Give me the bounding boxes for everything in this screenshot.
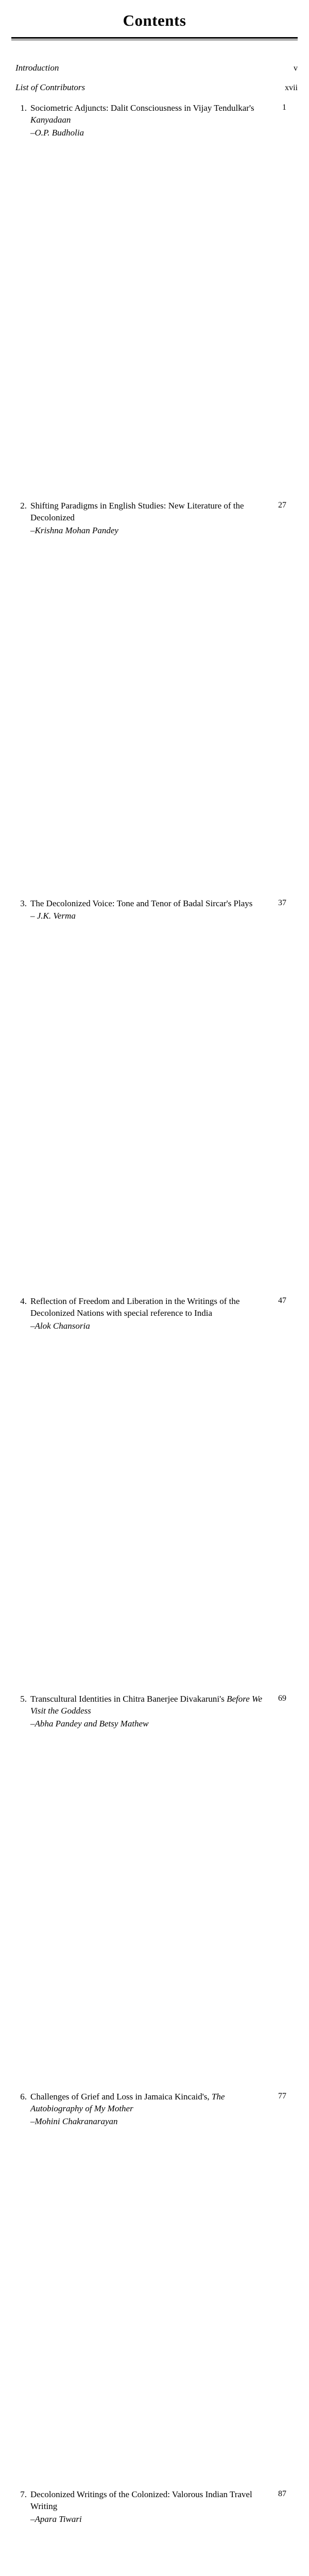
table-of-contents <box>11 63 298 2576</box>
chapter-entry[interactable] <box>13 102 298 491</box>
chapter-title-part: The Decolonized Voice: Tone and Tenor of Badal Sircar's Plays <box>30 899 253 908</box>
chapter-number: 2. <box>20 501 27 511</box>
title-divider <box>11 37 298 40</box>
chapter-entry[interactable] <box>13 500 298 889</box>
chapter-author: –Alok Chansoria <box>30 1320 90 1331</box>
chapter-body <box>30 102 274 139</box>
chapter-title <box>30 1295 274 1319</box>
chapter-title-italic-part: Kanyadaan <box>30 115 71 125</box>
chapter-entry[interactable] <box>13 1693 298 2082</box>
front-matter-page-number: v <box>294 64 298 73</box>
chapter-page-number: 47 <box>278 1296 286 1305</box>
list-item[interactable] <box>13 63 298 73</box>
chapter-number: 1. <box>20 103 27 113</box>
chapter-number: 4. <box>20 1296 27 1306</box>
chapter-author: – J.K. Verma <box>30 911 76 921</box>
chapter-title-part: Shifting Paradigms in English Studies: New Literature of the Decolonized <box>30 501 244 523</box>
chapter-title-part: Sociometric Adjuncts: Dalit Consciousness in Vijay Tendulkar's <box>30 103 254 113</box>
chapter-entry[interactable] <box>13 897 298 1286</box>
chapter-page-number: 69 <box>278 1694 286 1703</box>
chapter-body <box>30 2091 274 2127</box>
chapter-page-number: 27 <box>278 501 286 510</box>
chapter-title <box>30 500 274 524</box>
front-matter-title: List of Contributors <box>15 82 85 92</box>
chapter-title-part: Reflection of Freedom and Liberation in the Writings of the Decolonized Nations with special reference to India <box>30 1296 240 1318</box>
page-title: Contents <box>123 11 186 29</box>
chapter-title-part: Decolonized Writings of the Colonized: Valorous Indian Travel Writing <box>30 2489 252 2512</box>
chapter-number: 7. <box>20 2489 27 2499</box>
chapter-title-part: Transcultural Identities in Chitra Banerjee Divakaruni's <box>30 1694 227 1704</box>
chapter-entry[interactable] <box>13 2091 298 2480</box>
chapter-body <box>30 500 274 536</box>
chapter-title <box>30 2488 274 2513</box>
chapter-number: 5. <box>20 1694 27 1704</box>
chapter-author: –Abha Pandey and Betsy Mathew <box>30 1718 149 1728</box>
chapter-title-part: Challenges of Grief and Loss in Jamaica Kincaid's, <box>30 2092 212 2102</box>
chapter-author: –Krishna Mohan Pandey <box>30 525 118 535</box>
chapter-title <box>30 2091 274 2115</box>
front-matter-page-number: xvii <box>285 83 298 92</box>
chapter-entry[interactable] <box>13 1295 298 1684</box>
chapter-author: –Mohini Chakranarayan <box>30 2116 118 2126</box>
chapter-page-number: 77 <box>278 2092 286 2100</box>
chapter-body <box>30 2488 274 2525</box>
front-matter-title: Introduction <box>15 63 59 73</box>
list-item[interactable] <box>13 82 298 93</box>
chapter-page-number: 37 <box>278 899 286 907</box>
chapter-body <box>30 897 274 922</box>
chapter-title <box>30 897 274 909</box>
contents-page <box>0 11 309 2524</box>
chapter-title <box>30 1693 274 1717</box>
chapter-body <box>30 1295 274 1332</box>
chapter-page-number: 87 <box>278 2489 286 2498</box>
chapter-author: –O.P. Budholia <box>30 127 84 138</box>
chapter-number: 6. <box>20 2092 27 2102</box>
chapter-body <box>30 1693 274 1730</box>
chapter-title <box>30 102 274 126</box>
chapter-number: 3. <box>20 899 27 908</box>
divider-thick <box>11 37 298 39</box>
chapter-entry[interactable] <box>13 2488 298 2576</box>
chapter-title-italic-part: Before We Visit the Goddess <box>30 1694 263 1716</box>
chapter-title-italic-part: The Autobiography of My Mother <box>30 2092 225 2114</box>
chapter-entry-list <box>13 102 298 2576</box>
chapter-author: –Apara Tiwari <box>30 2514 82 2524</box>
chapter-page-number: 1 <box>282 103 286 112</box>
